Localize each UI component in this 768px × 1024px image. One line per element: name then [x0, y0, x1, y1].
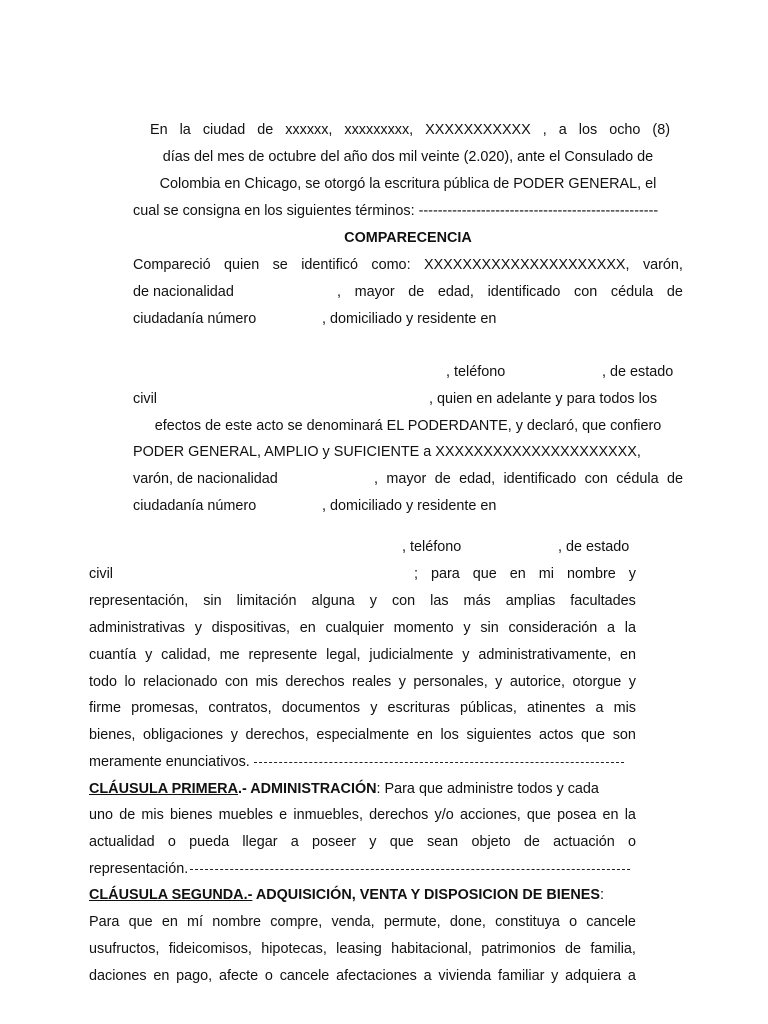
word: patrimonios: [481, 941, 556, 957]
word: cancele: [279, 968, 330, 984]
word: mayor: [386, 471, 427, 487]
comparecencia-line-8b: [374, 470, 683, 488]
word: siguientes: [466, 727, 532, 743]
body-line-3: [89, 646, 636, 664]
word: en: [299, 620, 316, 636]
word: cédula: [616, 471, 659, 487]
clausula-primera-rest: : Para que administre todos y cada: [376, 781, 599, 797]
word: amplias: [505, 593, 556, 609]
word: mis: [613, 700, 636, 716]
body-line-4: [89, 673, 636, 691]
word: fideicomisos,: [168, 941, 252, 957]
word: en: [619, 647, 636, 663]
clausula-primera-line-1: [89, 780, 649, 798]
word: a: [595, 700, 604, 716]
word: de: [119, 807, 136, 823]
word: inmuebles,: [293, 807, 363, 823]
word: cualquier: [325, 620, 384, 636]
word: ;: [414, 566, 418, 582]
word: mis: [141, 807, 164, 823]
word: en: [509, 566, 526, 582]
word: sin: [203, 593, 222, 609]
word: en: [602, 807, 619, 823]
word: cancele: [586, 914, 636, 930]
word: y: [194, 620, 202, 636]
word: pago,: [176, 968, 213, 984]
word: y: [462, 647, 470, 663]
comparecencia-line-5b: , quien en adelante y para todos los: [429, 391, 658, 407]
word: (8): [652, 122, 670, 138]
word: mis: [255, 674, 278, 690]
body-line-5: [89, 699, 636, 717]
word: adquiera: [565, 968, 622, 984]
word: quien: [223, 257, 260, 273]
word: Compareció: [133, 257, 211, 273]
word: firme: [89, 700, 121, 716]
word: la: [624, 620, 636, 636]
word: obligaciones: [143, 727, 224, 743]
comparecencia-line-2a: de nacionalidad: [133, 284, 234, 300]
word: la: [179, 122, 191, 138]
word: ,: [337, 284, 341, 300]
comparecencia-line-3a: ciudadanía número: [133, 311, 257, 327]
word: administrativamente,: [478, 647, 612, 663]
word: y: [551, 968, 559, 984]
word: o: [569, 914, 578, 930]
comparecencia-line-9b: , domiciliado y residente en: [322, 498, 497, 514]
comparecencia-line-1: [133, 256, 683, 274]
word: a: [627, 968, 636, 984]
word: contratos,: [208, 700, 272, 716]
word: dispositivas,: [211, 620, 291, 636]
word: XXXXXXXXXXX: [425, 122, 531, 138]
word: XXXXXXXXXXXXXXXXXXXXX,: [423, 257, 630, 273]
word: posea: [557, 807, 597, 823]
comparecencia-line-4a: , teléfono: [446, 364, 506, 380]
word: habitacional,: [391, 941, 472, 957]
word: o: [264, 968, 273, 984]
comparecencia-line-3b: , domiciliado y residente en: [322, 311, 497, 327]
comparecencia-line-7: PODER GENERAL, AMPLIO y SUFICIENTE a XXXXXXXXXXXXXXXXXXXXX,: [133, 444, 641, 460]
word: judicialmente: [369, 647, 454, 663]
word: o: [167, 834, 176, 850]
word: escrituras: [387, 700, 450, 716]
clausula-segunda-line-4: [89, 967, 636, 985]
body-line-2: [89, 619, 636, 637]
comparecencia-heading: COMPARECENCIA: [344, 230, 472, 246]
word: derechos: [285, 674, 345, 690]
word: administrativas: [89, 620, 185, 636]
clausula-segunda-title: ADQUISICIÓN, VENTA Y DISPOSICION DE BIENES: [252, 887, 600, 903]
dash-filler: [254, 762, 624, 763]
word: derechos: [369, 807, 429, 823]
word: calidad,: [161, 647, 211, 663]
clausula-segunda-rest: :: [599, 887, 604, 903]
word: y: [463, 620, 471, 636]
word: de: [523, 834, 540, 850]
word: familiar: [498, 968, 545, 984]
word: y: [628, 674, 636, 690]
word: actualidad: [89, 834, 155, 850]
dash-filler: [190, 869, 630, 870]
word: facultades: [570, 593, 636, 609]
word: especialmente: [316, 727, 410, 743]
word: y: [369, 593, 377, 609]
word: públicas,: [460, 700, 517, 716]
word: los: [440, 727, 459, 743]
word: y: [370, 700, 378, 716]
clausula-segunda-label: CLÁUSULA SEGUNDA.-: [89, 887, 253, 903]
clausula-segunda-line-2: [89, 913, 636, 931]
word: de: [564, 941, 581, 957]
clausula-primera-label: CLÁUSULA PRIMERA: [89, 781, 238, 797]
comparecencia-line-6: efectos de este acto se denominará EL PODERDANTE, y declaró, que confiero: [154, 418, 662, 434]
word: a: [290, 834, 299, 850]
word: representación,: [89, 593, 189, 609]
word: las: [430, 593, 449, 609]
word: cuantía: [89, 647, 137, 663]
word: legal,: [326, 647, 361, 663]
comparecencia-line-5a: civil: [133, 391, 157, 407]
word: y: [230, 727, 238, 743]
word: acciones,: [459, 807, 521, 823]
word: de: [408, 284, 425, 300]
word: actos: [538, 727, 574, 743]
word: los: [578, 122, 598, 138]
word: con: [224, 674, 249, 690]
word: a: [423, 968, 432, 984]
word: sin: [480, 620, 499, 636]
word: que: [472, 566, 497, 582]
word: En: [150, 122, 168, 138]
word: en: [416, 727, 433, 743]
word: muebles: [218, 807, 273, 823]
body-line-1: [89, 592, 636, 610]
comparecencia-line-2b: [337, 283, 683, 301]
word: actuación: [553, 834, 615, 850]
word: lo: [124, 674, 136, 690]
word: se: [272, 257, 288, 273]
word: y: [369, 834, 377, 850]
word: en: [153, 968, 170, 984]
word: afecte: [218, 968, 259, 984]
word: ,: [374, 471, 378, 487]
word: y: [628, 566, 636, 582]
word: ocho: [609, 122, 641, 138]
comparecencia-line-9a: ciudadanía número: [133, 498, 257, 514]
word: poseer: [312, 834, 357, 850]
word: todo: [89, 674, 118, 690]
word: y: [495, 674, 503, 690]
word: leasing: [336, 941, 382, 957]
word: que: [389, 834, 414, 850]
word: personales,: [413, 674, 488, 690]
body-line-7: [89, 753, 636, 771]
word: varón,: [642, 257, 683, 273]
word: mayor: [354, 284, 395, 300]
clausula-primera-line-3: [89, 833, 636, 851]
word: con: [584, 471, 608, 487]
word: represente: [248, 647, 318, 663]
word: o: [627, 834, 636, 850]
word: constituya: [495, 914, 560, 930]
word: con: [574, 284, 598, 300]
word: edad,: [437, 284, 474, 300]
word: son: [612, 727, 636, 743]
word: relacionado: [143, 674, 218, 690]
word: más: [463, 593, 491, 609]
word: ,: [542, 122, 547, 138]
word: venda,: [331, 914, 375, 930]
word: a: [607, 620, 616, 636]
word: hipotecas,: [261, 941, 327, 957]
word: y: [398, 674, 406, 690]
word: identificado: [503, 471, 577, 487]
word: afectaciones: [336, 968, 417, 984]
comparecencia-line-11b: [414, 565, 636, 583]
word: daciones: [89, 968, 147, 984]
word: otorgue: [572, 674, 622, 690]
word: de: [666, 284, 683, 300]
word: llegar: [242, 834, 278, 850]
word: que: [581, 727, 606, 743]
word: y: [145, 647, 153, 663]
word: derechos,: [245, 727, 309, 743]
word: Para: [89, 914, 120, 930]
word: reales: [352, 674, 392, 690]
word: de: [257, 122, 274, 138]
word: promesas,: [131, 700, 199, 716]
comparecencia-line-4b: , de estado: [602, 364, 674, 380]
clausula-primera-last-text: representación.: [89, 861, 189, 877]
word: mi: [538, 566, 554, 582]
word: xxxxxx,: [285, 122, 333, 138]
word: permute,: [383, 914, 441, 930]
intro-line-4: cual se consigna en los siguientes términos: --------------------------------------------------: [133, 203, 659, 219]
word: compre,: [270, 914, 323, 930]
word: objeto: [471, 834, 511, 850]
word: nombre: [566, 566, 616, 582]
body-line-6: [89, 726, 636, 744]
word: done,: [449, 914, 486, 930]
word: y/o: [434, 807, 454, 823]
word: vivienda: [438, 968, 492, 984]
word: bienes,: [89, 727, 136, 743]
word: cédula: [610, 284, 654, 300]
word: usufructos,: [89, 941, 160, 957]
word: la: [624, 807, 636, 823]
word: autorice,: [509, 674, 566, 690]
word: con: [391, 593, 416, 609]
word: sean: [426, 834, 459, 850]
word: a: [558, 122, 567, 138]
word: e: [279, 807, 288, 823]
word: consideración: [508, 620, 598, 636]
word: me: [219, 647, 240, 663]
word: documentos: [281, 700, 361, 716]
word: identificó: [301, 257, 358, 273]
word: familia,: [590, 941, 636, 957]
intro-line-2: días del mes de octubre del año dos mil veinte (2.020), ante el Consulado de: [162, 149, 654, 165]
word: pueda: [189, 834, 230, 850]
word: uno: [89, 807, 114, 823]
word: para: [430, 566, 460, 582]
word: que: [128, 914, 153, 930]
word: nombre: [212, 914, 262, 930]
word: bienes: [169, 807, 213, 823]
comparecencia-line-11a: civil: [89, 566, 113, 582]
clausula-segunda-line-3: [89, 940, 636, 958]
word: momento: [393, 620, 454, 636]
word: edad,: [459, 471, 496, 487]
word: atinentes: [526, 700, 586, 716]
intro-line-3: Colombia en Chicago, se otorgó la escritura pública de PODER GENERAL, el: [159, 176, 657, 192]
comparecencia-line-8a: varón, de nacionalidad: [133, 471, 278, 487]
body-last-text: meramente enunciativos.: [89, 754, 250, 770]
clausula-primera-title: .- ADMINISTRACIÓN: [237, 781, 377, 797]
word: alguna: [311, 593, 355, 609]
intro-line-1: [150, 121, 670, 139]
word: identificado: [487, 284, 561, 300]
word: que: [526, 807, 551, 823]
word: ciudad: [202, 122, 246, 138]
word: de: [434, 471, 451, 487]
word: mí: [187, 914, 204, 930]
clausula-primera-line-4: [89, 860, 636, 878]
comparecencia-line-10b: , de estado: [558, 539, 630, 555]
clausula-primera-line-2: [89, 806, 636, 824]
word: xxxxxxxxx,: [344, 122, 414, 138]
comparecencia-line-10a: , teléfono: [402, 539, 462, 555]
word: de: [666, 471, 683, 487]
word: como:: [371, 257, 411, 273]
word: en: [161, 914, 178, 930]
clausula-segunda-line-1: [89, 886, 649, 904]
word: limitación: [236, 593, 297, 609]
